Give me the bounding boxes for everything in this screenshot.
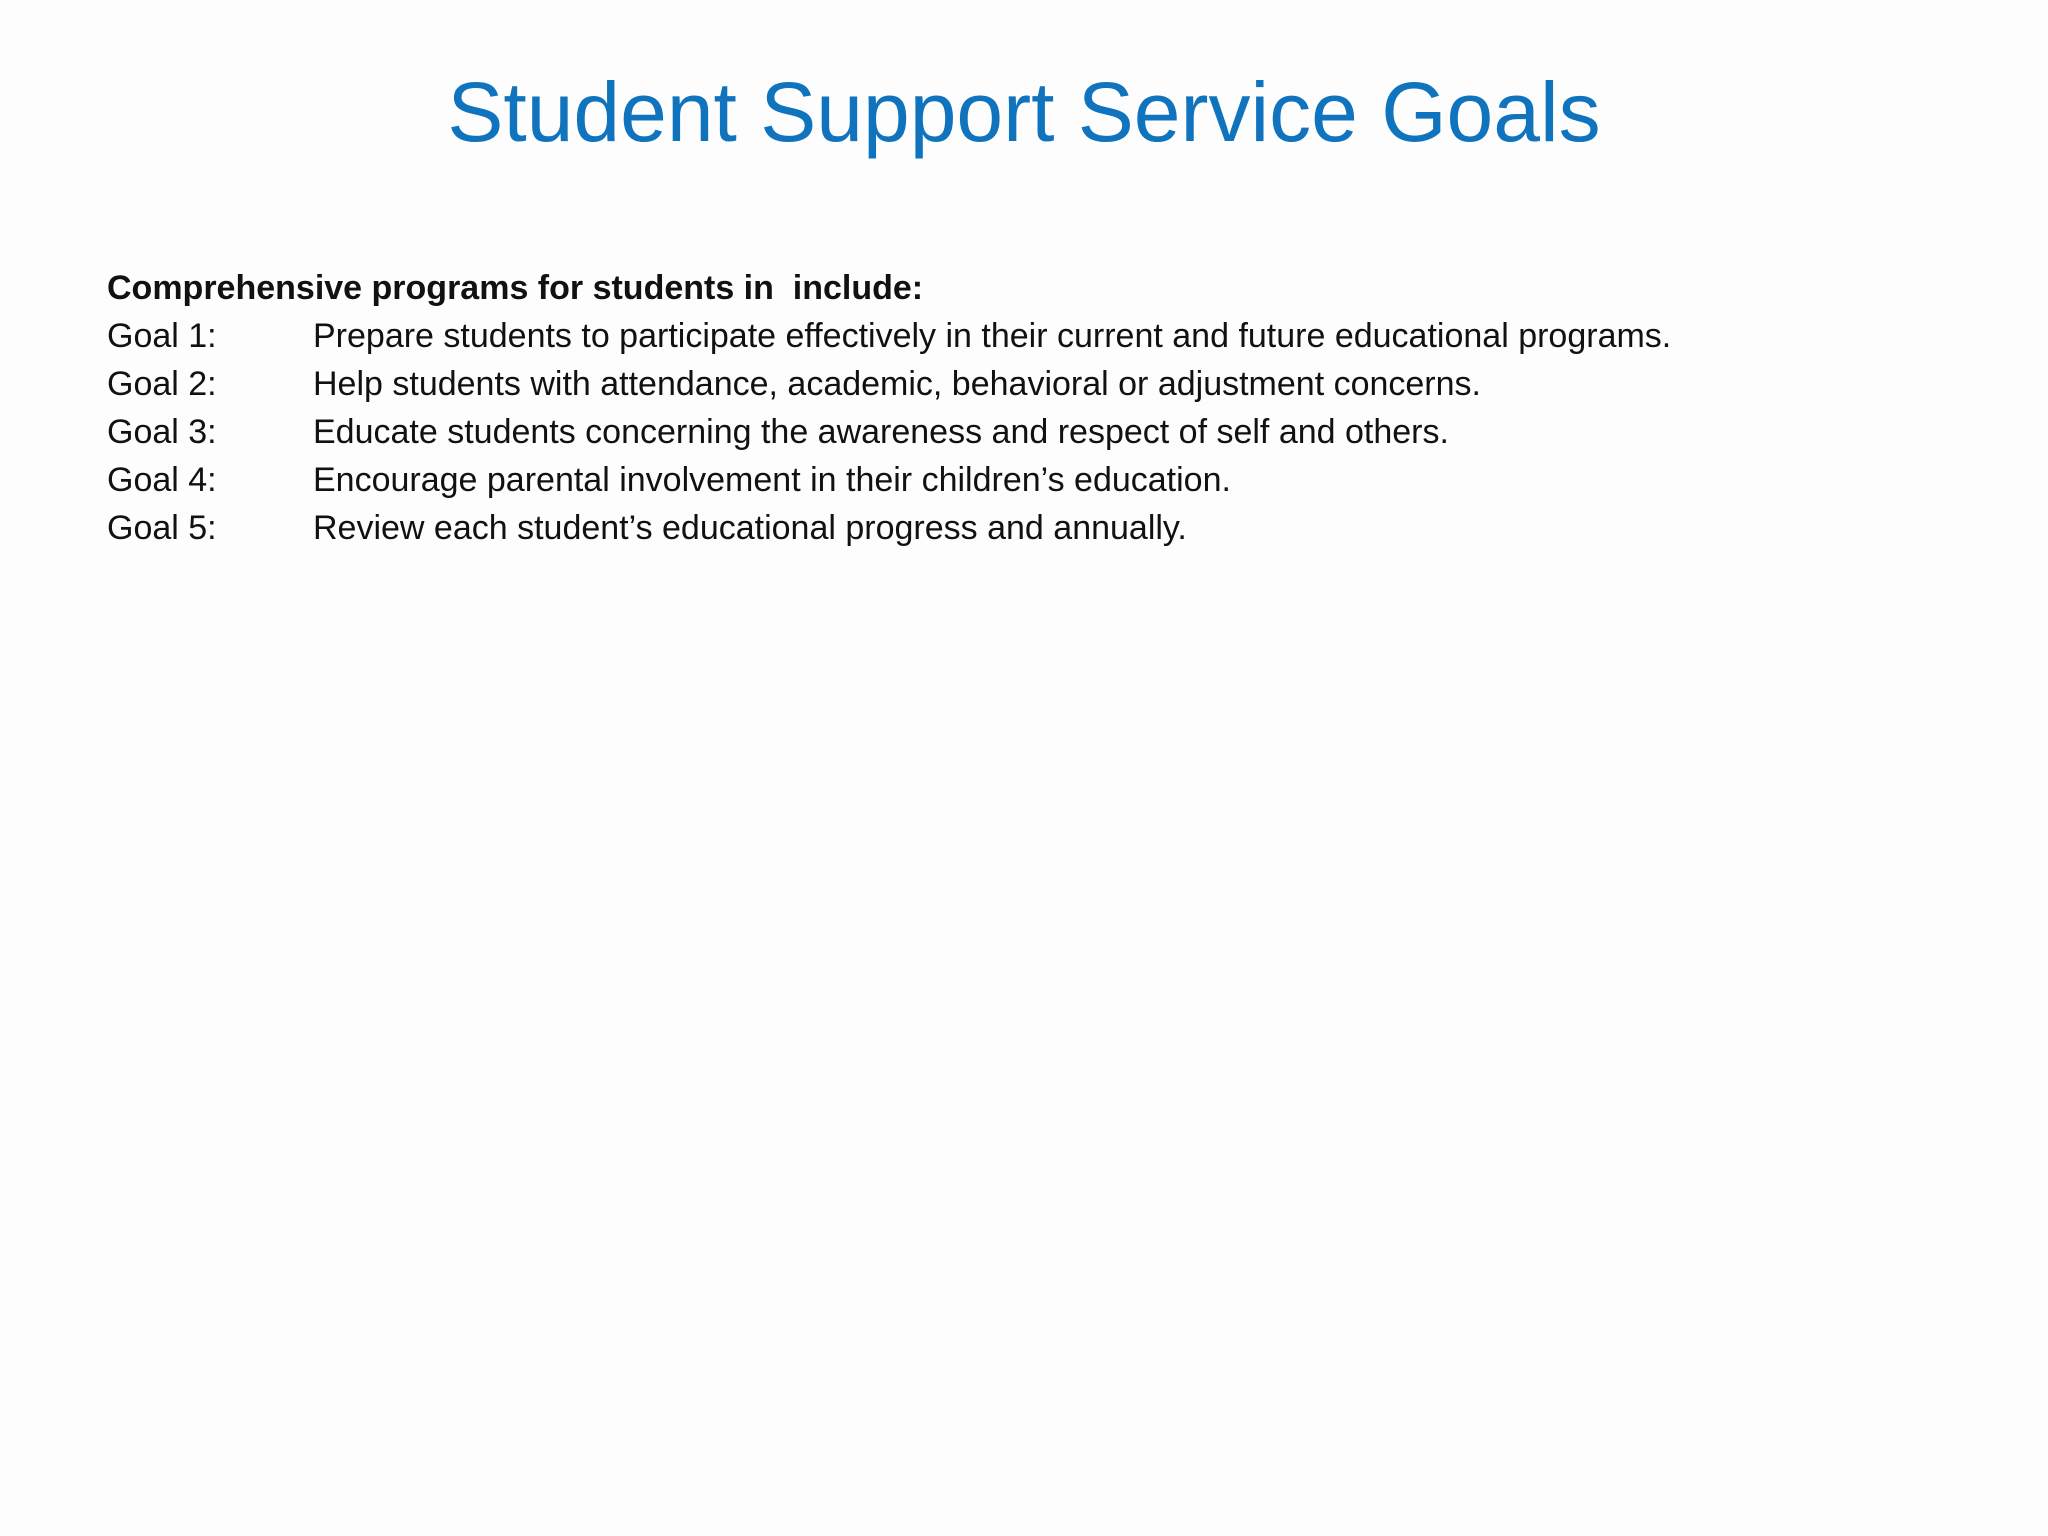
goal-row-1 bbox=[107, 312, 1967, 360]
goal-text: Prepare students to participate effectively in their current and future educational programs. bbox=[313, 317, 1672, 355]
goal-label: Goal 5: bbox=[107, 509, 217, 547]
goal-text: Review each student’s educational progress and annually. bbox=[313, 509, 1187, 547]
goal-label: Goal 2: bbox=[107, 365, 217, 403]
goal-text: Educate students concerning the awareness and respect of self and others. bbox=[313, 413, 1449, 451]
goal-text: Encourage parental involvement in their children’s education. bbox=[313, 461, 1231, 499]
goal-row-5 bbox=[107, 504, 1967, 552]
goal-row-2 bbox=[107, 360, 1967, 408]
slide-content bbox=[107, 264, 1967, 552]
goal-label: Goal 4: bbox=[107, 461, 217, 499]
goal-row-3 bbox=[107, 408, 1967, 456]
goal-label: Goal 1: bbox=[107, 317, 217, 355]
goal-label: Goal 3: bbox=[107, 413, 217, 451]
slide-title: Student Support Service Goals bbox=[447, 65, 1601, 159]
goal-row-4 bbox=[107, 456, 1967, 504]
intro-heading: Comprehensive programs for students in include: bbox=[107, 269, 924, 307]
goal-text: Help students with attendance, academic, behavioral or adjustment concerns. bbox=[313, 365, 1481, 403]
